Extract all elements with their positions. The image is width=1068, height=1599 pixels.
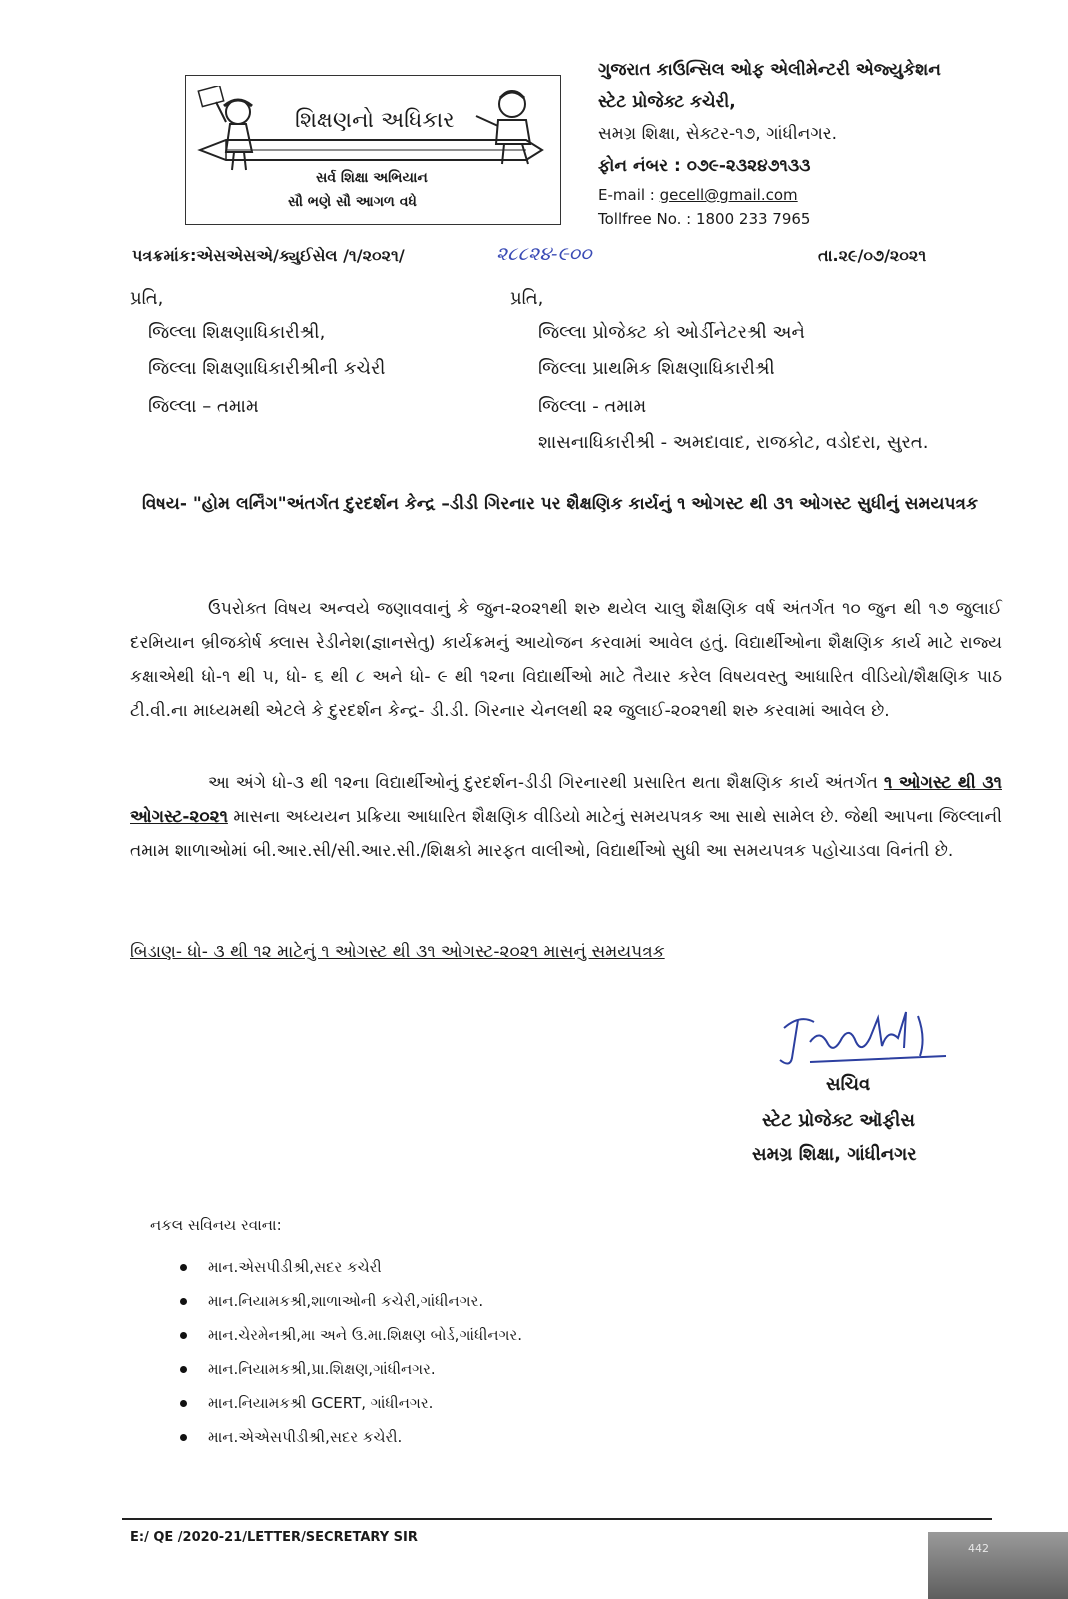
to-right-line: જિલ્લા પ્રાથમિક શિક્ષણાધિકારીશ્રી xyxy=(538,358,775,379)
page-number: 442 xyxy=(968,1542,989,1555)
bullet-icon xyxy=(180,1434,187,1441)
boy-reading-icon xyxy=(472,82,552,172)
copy-to-title: નકલ સવિનય રવાના: xyxy=(150,1216,282,1234)
bullet-icon xyxy=(180,1400,187,1407)
org-name: ગુજરાત કાઉન્સિલ ઓફ એલીમેન્ટરી એજ્યુકેશન xyxy=(598,60,941,80)
list-item xyxy=(180,1386,522,1420)
copy-recipient: માન.નિયામકશ્રી GCERT, ગાંધીનગર. xyxy=(208,1394,434,1412)
signatory-office: સ્ટેટ પ્રોજેક્ટ ઑફીસ xyxy=(762,1110,915,1131)
copy-recipient: માન.નિયામકશ્રી,શાળાઓની કચેરી,ગાંધીનગર. xyxy=(208,1292,484,1310)
email-line xyxy=(598,186,798,204)
logo-title: શિક્ષણનો અધિકાર xyxy=(295,108,455,133)
to-right-line: જિલ્લા - તમામ xyxy=(538,396,647,417)
logo-motto: સૌ ભણે સૌ આગળ વધે xyxy=(288,194,417,210)
list-item xyxy=(180,1420,522,1454)
body-text xyxy=(130,766,1002,868)
bullet-icon xyxy=(180,1332,187,1339)
copy-to-list xyxy=(180,1250,522,1454)
bullet-icon xyxy=(180,1264,187,1271)
page-corner-shade xyxy=(928,1532,1068,1599)
office-name: સ્ટેટ પ્રોજેક્ટ કચેરી, xyxy=(598,92,736,112)
bullet-icon xyxy=(180,1366,187,1373)
list-item xyxy=(180,1352,522,1386)
footer-divider xyxy=(122,1518,992,1520)
to-right-line: શાસનાધિકારીશ્રી - અમદાવાદ, રાજકોટ, વડોદરા, સુરત. xyxy=(538,432,929,453)
copy-recipient: માન.નિયામકશ્રી,પ્રા.શિક્ષણ,ગાંધીનગર. xyxy=(208,1360,436,1378)
email-label: E-mail : xyxy=(598,186,660,204)
phone-number: ફોન નંબર : ૦૭૯-૨૩૨૪૭૧૩૩ xyxy=(598,156,811,176)
to-right-line: જિલ્લા પ્રોજેક્ટ કો ઓર્ડીનેટરશ્રી અને xyxy=(538,322,805,343)
to-left-prefix: પ્રતિ, xyxy=(130,288,164,309)
body-text: ઉપરોક્ત વિષય અન્વયે જણાવવાનું કે જુન-૨૦૨૧થી શરુ થયેલ ચાલુ શૈક્ષણિક વર્ષ અંતર્ગત ૧૦ જુન થી ૧૭ જુલાઈ દરમિયાન બ્રીજકોર્ષ ક્લાસ રેડીનેશ(જ્ઞાનસેતુ) કાર્યક્રમનું આયોજન કરવામાં આવેલ હતું. વિદ્યાર્થીઓના શૈક્ષણિક કાર્ય માટે રાજ્ય કક્ષાએથી ધો-૧ થી ૫, ધો- ૬ થી ૮ અને ધો- ૯ થી ૧૨ના વિદ્યાર્થીઓ માટે તૈયાર કરેલ વિષયવસ્તુ આધારિત વીડિયો/શૈક્ષણિક પાઠ ટી.વી.ના માધ્યમથી એટલે કે દુરદર્શન કેન્દ્ર- ડી.ડી. ગિરનાર ચેનલથી ૨૨ જુલાઈ-૨૦૨૧થી શરુ કરવામાં આવેલ છે. xyxy=(130,599,1002,721)
to-left-line: જિલ્લા શિક્ષણાધિકારીશ્રી, xyxy=(148,322,326,343)
body-text-part: માસના અધ્યયન પ્રક્રિયા આધારિત શૈક્ષણિક વીડિયો માટેનું સમયપત્રક આ સાથે સામેલ છે. જેથી આપના જિલ્લાની તમામ શાળાઓમાં બી.આર.સી/સી.આર.સી./શિક્ષકો મારફત વાલીઓ, વિદ્યાર્થીઓ સુધી આ સમયપત્રક પહોચાડવા વિનંતી છે. xyxy=(130,807,1002,861)
copy-recipient: માન.ચેરમેનશ્રી,મા અને ઉ.મા.શિક્ષણ બોર્ડ,ગાંધીનગર. xyxy=(208,1326,523,1344)
reference-number: પત્રક્રમાંક:એસએસએ/ક્યુઈસેલ /૧/૨૦૨૧/ xyxy=(132,246,405,265)
body-paragraph-1 xyxy=(130,592,1002,728)
date-range-highlight: ૧ ઓગસ્ટ થી ૩૧ ઓગસ્ટ-૨૦૨૧ xyxy=(130,773,1002,827)
handwritten-signature xyxy=(770,998,960,1078)
bullet-icon xyxy=(180,1298,187,1305)
handwritten-number: ૨૮૮૨૪-૯૦૦ xyxy=(496,243,592,265)
tollfree-number: Tollfree No. : 1800 233 7965 xyxy=(598,210,811,228)
signatory-title: સચિવ xyxy=(826,1074,871,1095)
body-paragraph-2 xyxy=(130,766,1002,868)
office-address: સમગ્ર શિક્ષા, સેક્ટર-૧૭, ગાંધીનગર. xyxy=(598,124,838,144)
list-item xyxy=(180,1250,522,1284)
signatory-place: સમગ્ર શિક્ષા, ગાંધીનગર xyxy=(752,1144,917,1165)
subject: વિષય- "હોમ લર્નિંગ"અંતર્ગત દુરદર્શન કેન્દ્ર –ડીડી ગિરનાર પર શૈક્ષણિક કાર્યનું ૧ ઓગસ્ટ થી ૩૧ ઓગસ્ટ સુધીનું સમયપત્રક xyxy=(142,494,978,514)
letter-date: તા.૨૯/૦૭/૨૦૨૧ xyxy=(818,246,927,265)
copy-recipient: માન.એએસપીડીશ્રી,સદર કચેરી. xyxy=(208,1428,403,1446)
body-text-part: આ અંગે ધો-૩ થી ૧૨ના વિદ્યાર્થીઓનું દુરદર્શન-ડીડી ગિરનારથી પ્રસારિત થતા શૈક્ષણિક કાર્ય અંતર્ગત xyxy=(208,773,884,793)
email-link[interactable]: gecell@gmail.com xyxy=(659,186,798,204)
to-left-line: જિલ્લા શિક્ષણાધિકારીશ્રીની કચેરી xyxy=(148,358,386,379)
enclosure-note: બિડાણ- ધો- ૩ થી ૧૨ માટેનું ૧ ઓગસ્ટ થી ૩૧ ઓગસ્ટ-૨૦૨૧ માસનું સમયપત્રક xyxy=(130,942,665,962)
list-item xyxy=(180,1284,522,1318)
list-item xyxy=(180,1318,522,1352)
footer-file-path: E:/ QE /2020-21/LETTER/SECRETARY SIR xyxy=(130,1530,418,1545)
to-right-prefix: પ્રતિ, xyxy=(510,288,544,309)
logo-tagline: સર્વ શિક્ષા અભિયાન xyxy=(316,170,428,186)
to-left-line: જિલ્લા – તમામ xyxy=(148,396,259,417)
copy-recipient: માન.એસપીડીશ્રી,સદર કચેરી xyxy=(208,1258,382,1276)
